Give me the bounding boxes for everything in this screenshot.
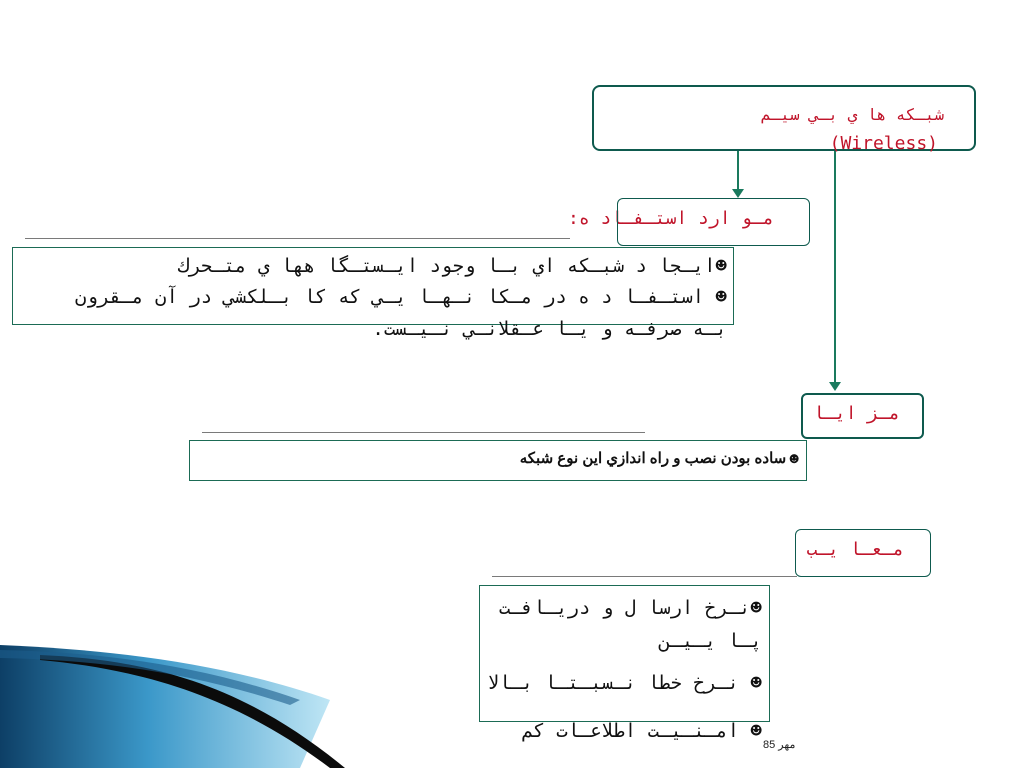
disadvantages-item-3: ☻ امـنـيـت اطلاعـات كم	[521, 720, 762, 742]
uses-item-3: بـه صرفـه و يـا عـقلانـي نـيـست.	[372, 318, 727, 340]
uses-label-text: مـو ارد استـفـاد ه:	[568, 208, 774, 229]
uses-item-2: ☻ استـفـا د ه در مـكا نـهـا يـي كه كا بـلكشي در آن مـقرون	[74, 286, 727, 308]
disadvantages-label: مـعـا يـب	[806, 539, 904, 560]
disadvantages-item-1: ☻نـرخ ارسا ل و دريـافـت	[498, 597, 762, 619]
title-line-2: (Wireless)	[829, 133, 938, 154]
disadvantages-item-1-cont: پـا يـيـن	[659, 630, 762, 652]
title-line-1: شبـكه ها ي بـي سيـم	[760, 105, 944, 124]
advantages-item-1: ☻ساده بودن نصب و راه اندازي اين نوع شبكه	[519, 450, 802, 467]
arrow-head-advantages	[829, 382, 841, 391]
uses-underline	[25, 238, 570, 239]
disadvantages-underline	[492, 576, 797, 577]
disadvantages-item-2: ☻ نـرخ خطا نـسبـتـا بـالا	[487, 672, 762, 694]
uses-label-box	[617, 198, 810, 246]
advantages-label-box	[801, 393, 924, 439]
arrow-head-uses	[732, 189, 744, 198]
title-box	[592, 85, 976, 154]
disadvantages-label-box	[795, 529, 931, 577]
advantages-label: مـز ايـا	[813, 403, 900, 424]
advantages-underline	[202, 432, 645, 433]
footer-date: مهر 85	[763, 739, 796, 751]
uses-item-1: ☻ايـجا د شبـكه اي بـا وجود ايـستـگا هها ي متـحرك	[177, 255, 727, 277]
